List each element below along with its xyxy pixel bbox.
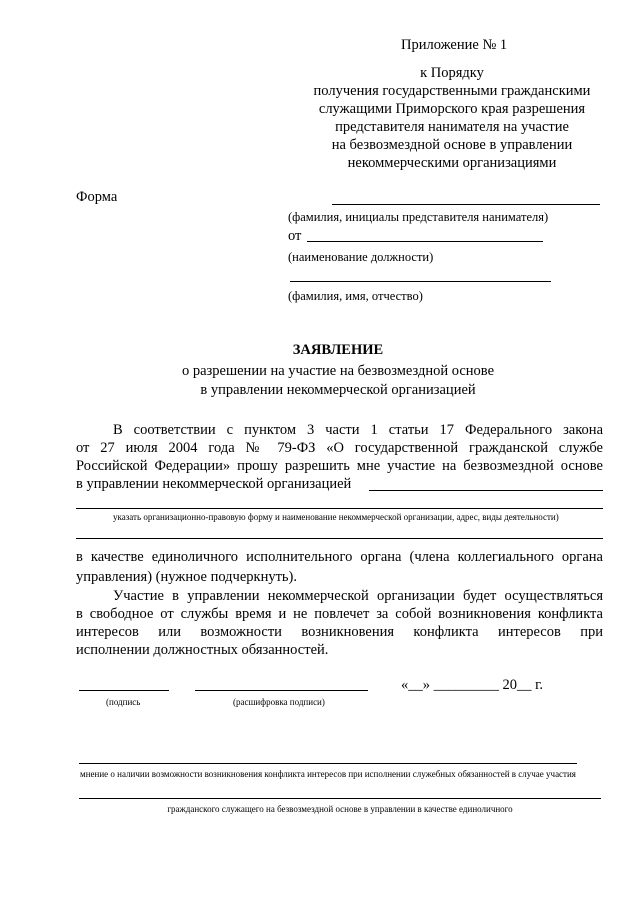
- p2-last-line: исполнении должностных обязанностей.: [76, 642, 329, 658]
- annex-line-5: на безвозмездной основе в управлении: [331, 137, 573, 153]
- annex-line-4: представителя нанимателя на участие: [335, 119, 569, 135]
- p2-line-3: интересов или возможности возникновения конфликта интересов при: [76, 624, 603, 640]
- annex-line-1: к Порядку: [420, 65, 484, 81]
- signature-line: [79, 690, 169, 691]
- decoding-caption: (расшифровка подписи): [233, 697, 325, 707]
- role-line-2: управления) (нужное подчеркнуть).: [76, 569, 297, 585]
- fio-caption: (фамилия, имя, отчество): [288, 289, 423, 303]
- employer-line: [332, 204, 600, 205]
- form-label: Форма: [76, 189, 118, 205]
- p2-line-1: Участие в управлении некоммерческой организации будет осуществляться: [113, 588, 603, 604]
- p1-line-3: Российской Федерации» прошу разрешить мне участие на безвозмездной основе: [76, 458, 603, 474]
- employer-caption: (фамилия, инициалы представителя нанимателя): [288, 210, 549, 224]
- annex-line-3: служащими Приморского края разрешения: [318, 101, 586, 117]
- opinion-line: [79, 763, 577, 764]
- opinion-caption: мнение о наличии возможности возникновения конфликта интересов при исполнении служебных обязанностей в случае участия: [80, 769, 576, 779]
- p1-last-line: в управлении некоммерческой организацией: [76, 476, 352, 492]
- org-line-3: [76, 538, 603, 539]
- org-line-1: [369, 490, 603, 491]
- position-caption: (наименование должности): [288, 250, 434, 264]
- annex-line-6: некоммерческими организациями: [347, 155, 557, 171]
- statement-subtitle-1: о разрешении на участие на безвозмездной основе: [181, 363, 495, 379]
- org-caption: указать организационно-правовую форму и наименование некоммерческой организации, адрес, виды деятельности): [113, 512, 559, 522]
- date-field: «__» _________ 20__ г.: [401, 677, 544, 693]
- statement-title: ЗАЯВЛЕНИЕ: [292, 342, 384, 358]
- decoding-line: [195, 690, 368, 691]
- role-line-1: в качестве единоличного исполнительного органа (члена коллегиального органа: [76, 549, 603, 565]
- from-label: от: [288, 228, 302, 244]
- annex-line-2: получения государственными гражданскими: [313, 83, 591, 99]
- servant-line: [79, 798, 601, 799]
- servant-caption: гражданского служащего на безвозмездной основе в управлении в качестве единоличного: [167, 804, 513, 814]
- from-line: [307, 241, 543, 242]
- fio-line: [290, 281, 551, 282]
- annex-title: Приложение № 1: [401, 37, 508, 53]
- p2-line-2: в свободное от службы время и не повлечет за собой возникновения конфликта: [76, 606, 603, 622]
- statement-subtitle-2: в управлении некоммерческой организацией: [200, 382, 476, 398]
- signature-caption: (подпись: [106, 697, 141, 707]
- p1-line-2: от 27 июля 2004 года № 79-ФЗ «О государственной гражданской службе: [76, 440, 603, 456]
- p1-line-1: В соответствии с пунктом 3 части 1 статьи 17 Федерального закона: [113, 422, 603, 438]
- org-line-2: [76, 508, 603, 509]
